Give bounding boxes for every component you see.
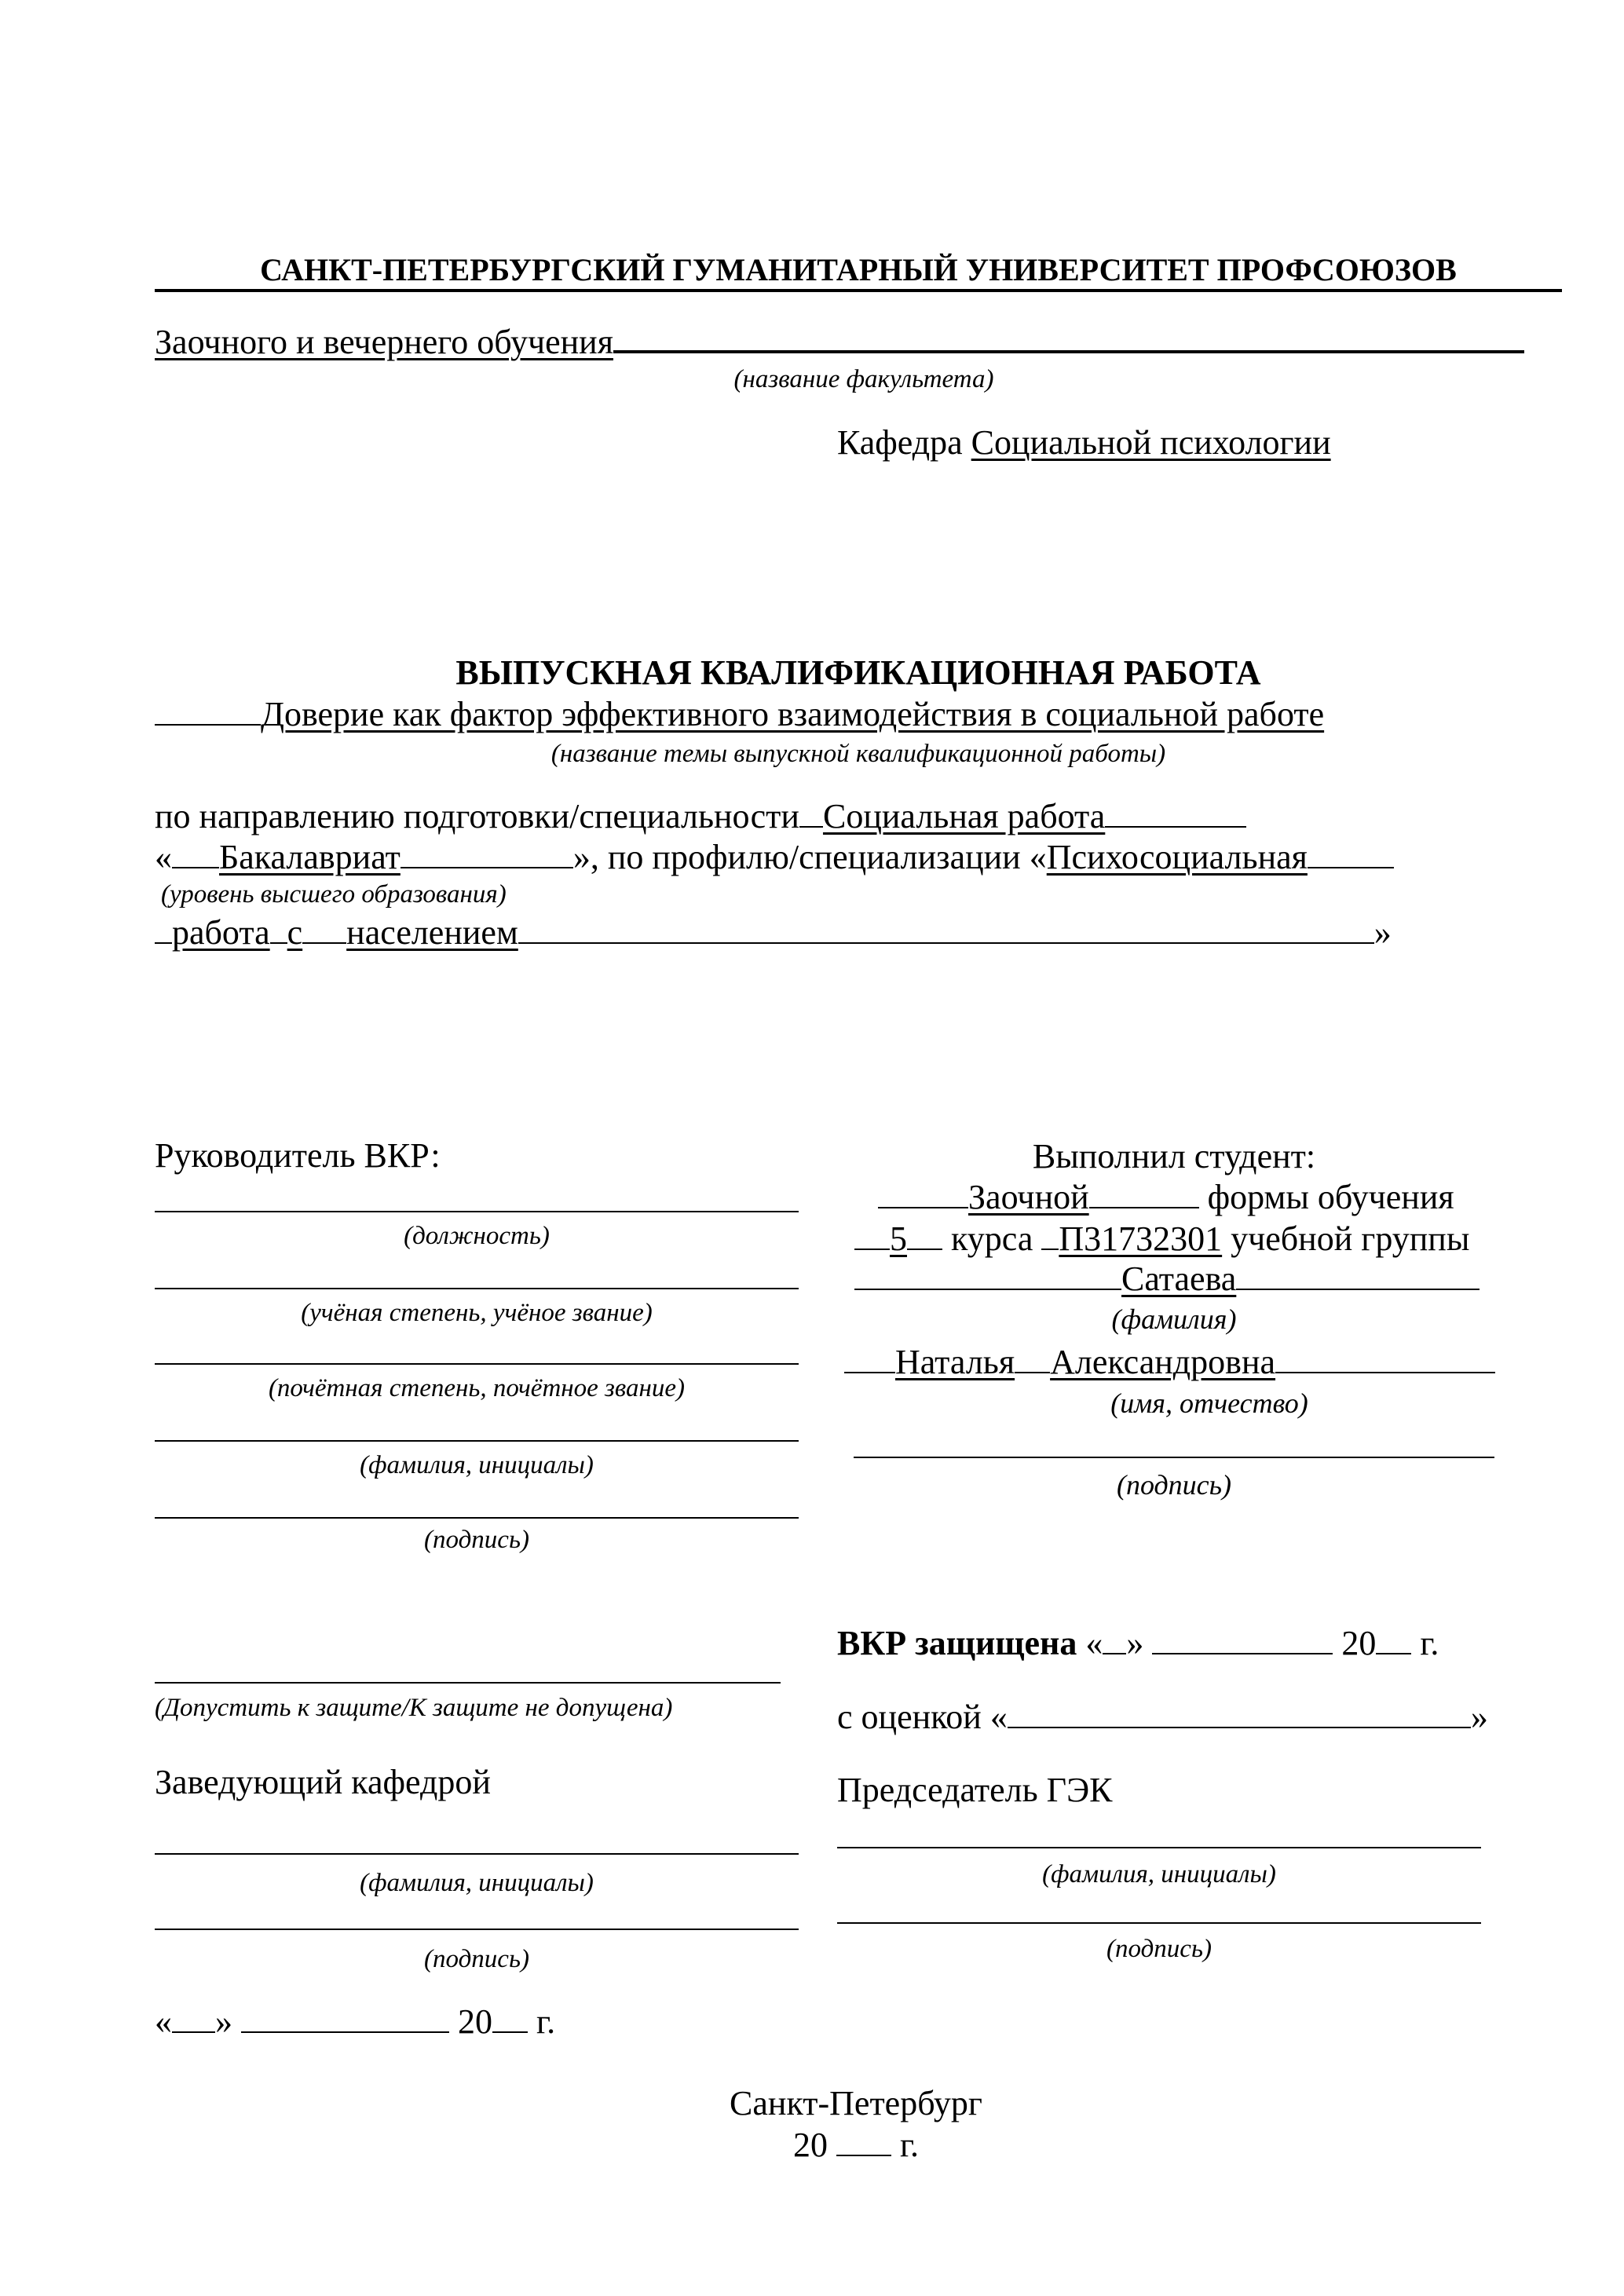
supervisor-label: Руководитель ВКР: [155, 1136, 441, 1175]
faculty-line[interactable] [155, 322, 1524, 362]
blank [1015, 1344, 1050, 1373]
grade-line[interactable] [837, 1698, 1488, 1737]
blank [799, 798, 823, 828]
chair-signature-line[interactable] [837, 1922, 1481, 1924]
blank [844, 1344, 895, 1373]
profile-value-word: с [287, 913, 303, 952]
defense-line[interactable] [837, 1624, 1439, 1663]
blank [492, 2003, 528, 2033]
blank [172, 839, 219, 868]
course-label: курса [951, 1219, 1033, 1258]
year-suffix: г. [899, 2126, 920, 2164]
quote: « [155, 2002, 172, 2041]
name-caption: (фамилия, инициалы) [360, 1451, 594, 1479]
blank [1041, 1220, 1059, 1250]
blank [518, 914, 1374, 944]
admission-date[interactable] [155, 2002, 555, 2042]
group-label: учебной группы [1231, 1219, 1470, 1258]
quote: « [155, 838, 172, 876]
work-title: ВЫПУСКНАЯ КВАЛИФИКАЦИОННАЯ РАБОТА [455, 653, 1261, 692]
faculty-value: Заочного и вечернего обучения [155, 323, 613, 361]
profile-value: Психосоциальная [1046, 838, 1308, 876]
department-value: Социальной психологии [971, 423, 1331, 462]
blank [302, 914, 346, 944]
blank [907, 1220, 942, 1250]
blank [1308, 839, 1394, 868]
faculty-blank [613, 322, 1524, 353]
chair-name-caption: (фамилия, инициалы) [1042, 1860, 1276, 1888]
year-suffix: г. [536, 2002, 556, 2041]
course-value: 5 [890, 1219, 907, 1258]
signature-line[interactable] [155, 1211, 799, 1212]
level-caption: (уровень высшего образования) [161, 880, 507, 909]
profile-value-word: населением [346, 913, 518, 952]
student-signature-line[interactable] [854, 1457, 1494, 1458]
blank [1152, 1625, 1333, 1654]
profile-line-2 [155, 913, 1392, 952]
defense-label: ВКР защищена [837, 1624, 1077, 1662]
blank [270, 914, 287, 944]
grade-label: с оценкой « [837, 1698, 1008, 1736]
surname-line [854, 1260, 1490, 1299]
blank [836, 2126, 891, 2156]
year-prefix: 20 [458, 2002, 492, 2041]
surname-caption: (фамилия) [1111, 1303, 1237, 1335]
signature-caption: (подпись) [424, 1526, 529, 1554]
chair-signature-caption: (подпись) [1106, 1935, 1212, 1963]
patronymic-value: Александровна [1050, 1343, 1276, 1381]
blank [878, 1179, 968, 1208]
level-value: Бакалавриат [219, 838, 401, 876]
topic-value: Доверие как фактор эффективного взаимодействия в социальной работе [261, 695, 1325, 733]
university-name: САНКТ-ПЕТЕРБУРГСКИЙ ГУМАНИТАРНЫЙ УНИВЕРСИТЕТ ПРОФСОЮЗОВ [260, 252, 1457, 287]
admission-line[interactable] [155, 1682, 781, 1684]
blank [401, 839, 573, 868]
head-name-line[interactable] [155, 1853, 799, 1855]
year-prefix: 20 [1341, 1624, 1377, 1662]
student-label: Выполнил студент: [1032, 1137, 1316, 1175]
direction-line [155, 797, 1246, 836]
topic-blank [155, 696, 261, 726]
grade-blank [1008, 1698, 1471, 1728]
blank [854, 1220, 890, 1250]
name-line [844, 1343, 1495, 1382]
position-caption: (должность) [404, 1222, 550, 1250]
blank [1103, 1625, 1126, 1654]
signature-line[interactable] [155, 1517, 799, 1519]
quote: » [1470, 1698, 1488, 1736]
study-form-line [878, 1178, 1454, 1217]
blank [1275, 1344, 1495, 1373]
quote: « [1085, 1624, 1103, 1662]
degree-caption: (учёная степень, учёное звание) [301, 1299, 653, 1327]
admission-caption: (Допустить к защите/К защите не допущена) [155, 1694, 673, 1722]
student-signature-caption: (подпись) [1116, 1469, 1232, 1501]
footer-year [0, 2126, 1624, 2165]
topic-caption: (название темы выпускной квалификационной работы) [550, 740, 1166, 768]
department-line [837, 423, 1331, 462]
head-signature-line[interactable] [155, 1929, 799, 1930]
blank [1105, 798, 1246, 828]
topic-line [155, 695, 1324, 734]
quote: » [1373, 913, 1392, 952]
blank [1089, 1179, 1199, 1208]
course-line [854, 1219, 1469, 1259]
signature-line[interactable] [155, 1288, 799, 1289]
signature-line[interactable] [155, 1363, 799, 1365]
profile-label: », по профилю/специализации « [572, 838, 1047, 876]
profile-value-word: работа [172, 913, 270, 952]
year-prefix: 20 [792, 2126, 828, 2164]
header-rule [155, 289, 1562, 292]
head-signature-caption: (подпись) [424, 1945, 529, 1973]
level-line [155, 838, 1394, 877]
surname-value: Сатаева [1121, 1260, 1237, 1298]
study-form-value: Заочной [968, 1178, 1089, 1216]
city: Санкт-Петербург [730, 2084, 982, 2122]
name-caption: (имя, отчество) [1110, 1387, 1308, 1419]
honorary-caption: (почётная степень, почётное звание) [268, 1374, 686, 1402]
study-form-label: формы обучения [1207, 1178, 1454, 1216]
quote: » [1126, 1624, 1144, 1662]
direction-label: по направлению подготовки/специальности [155, 797, 799, 835]
blank [155, 914, 172, 944]
blank [854, 1260, 1121, 1290]
head-label: Заведующий кафедрой [155, 1763, 491, 1801]
department-label: Кафедра [837, 423, 963, 462]
group-value: П31732301 [1059, 1219, 1223, 1258]
year-suffix: г. [1420, 1624, 1439, 1662]
faculty-caption: (название факультета) [733, 365, 994, 393]
blank [172, 2003, 215, 2033]
chair-label: Председатель ГЭК [837, 1771, 1113, 1809]
head-name-caption: (фамилия, инициалы) [360, 1869, 594, 1897]
blank [1376, 1625, 1411, 1654]
first-name-value: Наталья [895, 1343, 1015, 1381]
blank [241, 2003, 449, 2033]
signature-line[interactable] [155, 1440, 799, 1442]
chair-name-line[interactable] [837, 1847, 1481, 1848]
blank [1236, 1260, 1480, 1290]
quote: » [215, 2002, 232, 2041]
direction-value: Социальная работа [822, 797, 1106, 835]
